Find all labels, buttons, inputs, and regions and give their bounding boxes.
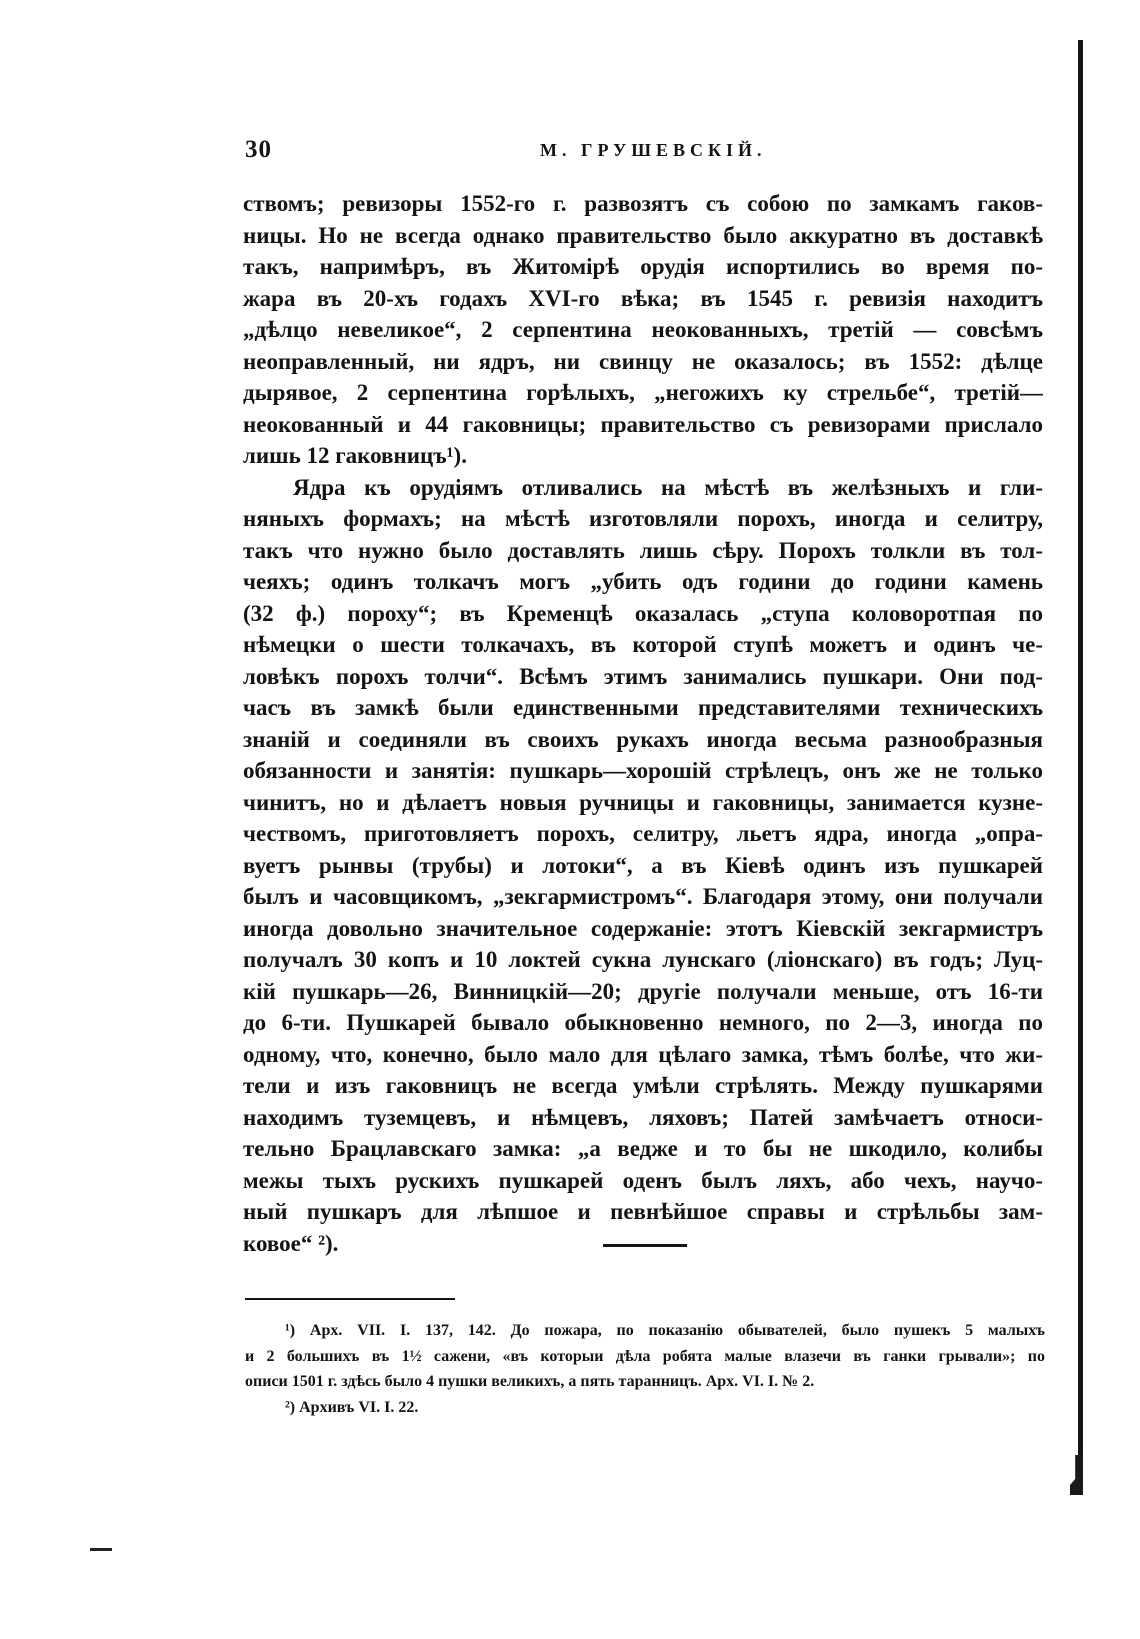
text-line: былъ и часовщикомъ, „зекгармистромъ“. Благодаря этому, они получали — [243, 884, 1043, 909]
text-line: такъ, напримѣръ, въ Житомірѣ орудія испортились во время по- — [243, 254, 1043, 279]
text-line: тели и изъ гаковницъ не всегда умѣли стрѣлять. Между пушкарями — [243, 1073, 1043, 1098]
footnote-separator — [245, 1298, 455, 1300]
footnotes — [245, 1318, 1045, 1420]
paragraph-end-line: лишь 12 гаковницъ¹). — [243, 443, 467, 468]
text-line: тельно Брацлавскаго замка: „а ведже и то бы не шкодило, колибы — [243, 1136, 1043, 1161]
paragraph-first-line: Ядра къ орудіямъ отливались на мѣстѣ въ желѣзныхъ и гли- — [293, 474, 1043, 500]
page-number: 30 — [245, 136, 272, 163]
page-edge-shadow — [1078, 40, 1083, 1495]
text-line: ный пушкаръ для лѣпшое и певнѣйшое справы и стрѣльбы зам- — [243, 1199, 1043, 1224]
text-line: такъ что нужно было доставлять лишь сѣру. Порохъ толкли въ тол- — [243, 537, 1043, 563]
text-line: „дѣлцо невеликое“, 2 серпентина неокованныхъ, третій — совсѣмъ — [243, 317, 1043, 342]
main-text — [243, 188, 1043, 1259]
text-line: одному, что, конечно, было мало для цѣлаго замка, тѣмъ болѣе, что жи- — [243, 1041, 1043, 1067]
text-line: дырявое, 2 серпентина горѣлыхъ, „негожихъ ку стрельбе“, третій— — [243, 380, 1043, 405]
section-end-rule — [603, 1244, 687, 1247]
text-line: ловѣкъ порохъ толчи“. Всѣмъ этимъ занимались пушкари. Они под- — [243, 663, 1043, 689]
text-line: няныхъ формахъ; на мѣстѣ изготовляли порохъ, иногда и селитру, — [243, 506, 1043, 531]
text-line: ствомъ; ревизоры 1552-го г. развозятъ съ собою по замкамъ гаков- — [243, 191, 1043, 216]
text-line: знаній и соединяли въ своихъ рукахъ иногда весьма разнообразныя — [243, 726, 1043, 752]
text-line: иногда довольно значительное содержаніе: этотъ Кіевскій зекгармистръ — [243, 915, 1043, 941]
text-line: ницы. Но не всегда однако правительство было аккуратно въ доставкѣ — [243, 222, 1043, 248]
running-head-author: М. ГРУШЕВСКІЙ. — [540, 140, 767, 160]
text-line: кій пушкарь—26, Винницкій—20; другіе получали меньше, отъ 16-ти — [243, 978, 1043, 1004]
text-line: находимъ туземцевъ, и нѣмцевъ, ляховъ; Патей замѣчаетъ относи- — [243, 1104, 1043, 1130]
page-edge-mark — [1070, 1455, 1083, 1495]
text-line: нѣмецки о шести толкачахъ, въ которой ступѣ можетъ и одинъ че- — [243, 632, 1043, 657]
footnote-2-line: ²) Архивъ VI. I. 22. — [285, 1398, 419, 1416]
text-line: чеяхъ; одинъ толкачъ могъ „убить одъ години до години камень — [243, 569, 1043, 594]
footnote-1-line: описи 1501 г. здѣсь было 4 пушки великихъ, а пять таранницъ. Арх. VI. I. № 2. — [245, 1373, 815, 1390]
footnote-1-line: ¹) Арх. VII. I. 137, 142. До пожара, по показанію обывателей, было пушекъ 5 малыхъ — [285, 1322, 1045, 1339]
footnote-1-line: и 2 большихъ въ 1½ сажени, «въ которыи дѣла робята малые влазечи въ ганки грывали»; по — [245, 1347, 1045, 1365]
text-line: межы тыхъ рускихъ пушкарей оденъ былъ ляхъ, або чехъ, научо- — [243, 1167, 1043, 1193]
text-line: вуетъ рынвы (трубы) и лотоки“, а въ Кіевѣ одинъ изъ пушкарей — [243, 852, 1043, 878]
text-line: чествомъ, приготовляетъ порохъ, селитру, льетъ ядра, иногда „опра- — [243, 821, 1043, 846]
text-line: неокованный и 44 гаковницы; правительство съ ревизорами прислало — [243, 411, 1043, 437]
page-header — [245, 136, 1045, 170]
text-line: до 6-ти. Пушкарей бывало обыкновенно немного, по 2—3, иногда по — [243, 1010, 1043, 1035]
paragraph-end-line: ковое“ ²). — [243, 1230, 339, 1256]
text-line: чинитъ, но и дѣлаетъ новыя ручницы и гаковницы, занимается кузне- — [243, 789, 1043, 815]
text-line: получалъ 30 копъ и 10 локтей сукна лунскаго (ліонскаго) въ годъ; Луц- — [243, 947, 1043, 972]
text-line: (32 ф.) пороху“; въ Кременцѣ оказалась „ступа коловоротпая по — [243, 600, 1043, 626]
text-line: жара въ 20-хъ годахъ XVI-го вѣка; въ 1545 г. ревизія находитъ — [243, 285, 1043, 311]
margin-mark — [90, 1548, 112, 1551]
text-line: обязанности и занятія: пушкарь—хорошій стрѣлецъ, онъ же не только — [243, 758, 1043, 783]
text-line: часъ въ замкѣ были единственными представителями техническихъ — [243, 695, 1043, 720]
text-line: неоправленный, ни ядръ, ни свинцу не оказалось; въ 1552: дѣлце — [243, 348, 1043, 374]
